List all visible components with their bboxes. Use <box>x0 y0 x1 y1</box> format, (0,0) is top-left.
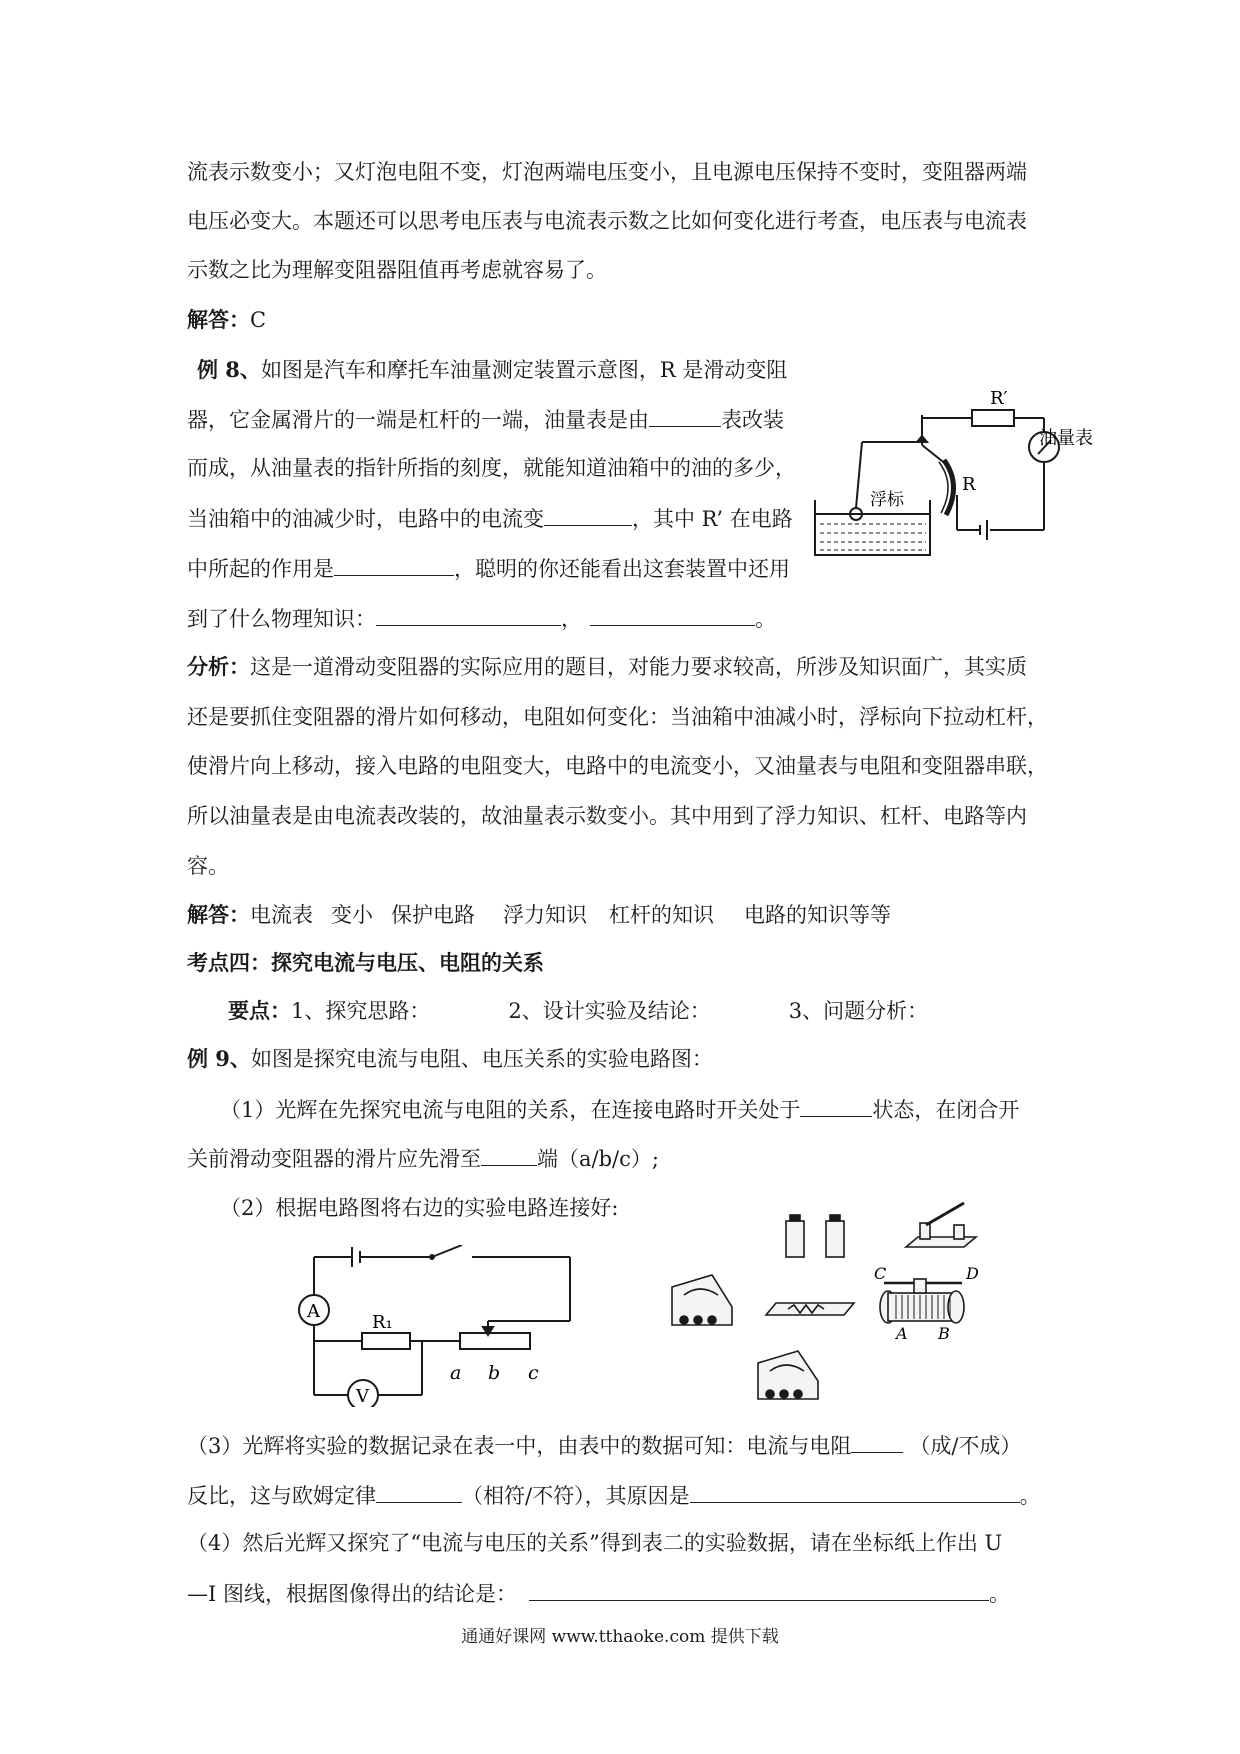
key-points <box>228 996 928 1026</box>
blank-input[interactable] <box>851 1430 903 1453</box>
answer-item: 杠杆的知识 <box>609 903 714 927</box>
question-3-text-c: 反比，这与欧姆定律 <box>187 1484 376 1508</box>
question-3-text-b: （成/不成） <box>909 1434 1022 1458</box>
blank-input[interactable] <box>690 1480 1020 1503</box>
answer-item: 电流表 <box>250 903 313 927</box>
blank-input[interactable] <box>376 603 561 626</box>
question-3-line-2 <box>187 1480 1041 1511</box>
key-point-1: 1、探究思路： <box>291 999 431 1023</box>
fig-label-float: 浮标 <box>870 490 904 510</box>
question-4-text-c: 。 <box>988 1582 1010 1606</box>
knife-switch-icon <box>906 1237 976 1247</box>
blank-input[interactable] <box>481 1143 537 1166</box>
question-4-text-b: —I 图线，根据图像得出的结论是： <box>187 1582 517 1606</box>
example-8-text-5b: ，聪明的你还能看出这套装置中还用 <box>454 557 790 581</box>
example-8-text-6b: ， <box>561 607 582 631</box>
example-8-line-2 <box>187 404 784 435</box>
resistor-r1 <box>362 1333 410 1349</box>
analysis-8-line-3: 使滑片向上移动，接入电路的电阻变大，电路中的电流变小，又油量表与电阻和变阻器串联， <box>187 754 1048 778</box>
example-8-line-5 <box>187 553 790 584</box>
question-4-line-2 <box>187 1578 1010 1609</box>
analysis-8-line-4: 所以油量表是由电流表改装的，故油量表示数变小。其中用到了浮力知识、杠杆、电路等内 <box>187 804 1027 828</box>
rheostat-label-c: C <box>874 1264 887 1283</box>
question-1-line-2 <box>187 1143 659 1174</box>
fig-label-meter: 油量表 <box>1039 428 1093 449</box>
section-title: 考点四：探究电流与电压、电阻的关系 <box>187 950 544 975</box>
example-8-text-2a: 器，它金属滑片的一端是杠杆的一端，油量表是由 <box>187 408 649 432</box>
example-8-text-5a: 中所起的作用是 <box>187 557 334 581</box>
blank-input[interactable] <box>590 603 755 626</box>
switch-icon <box>432 1245 462 1257</box>
blank-input[interactable] <box>334 553 454 576</box>
analysis-8-text-1: 这是一道滑动变阻器的实际应用的题目，对能力要求较高，所涉及知识面广，其实质 <box>250 655 1027 679</box>
blank-input[interactable] <box>376 1480 462 1503</box>
blank-input[interactable] <box>544 503 632 526</box>
question-1-text-c: 关前滑动变阻器的滑片应先滑至 <box>187 1147 481 1171</box>
fig-label-rprime: R′ <box>990 390 1008 409</box>
example-9-text: 如图是探究电流与电阻、电压关系的实验电路图： <box>250 1047 713 1071</box>
question-1-text-b: 状态，在闭合开 <box>872 1098 1020 1122</box>
answer-item: 保护电路 <box>391 903 475 927</box>
example-8-line-3: 而成，从油量表的指针所指的刻度，就能知道油箱中的油的多少， <box>187 456 796 480</box>
example-8-line-4 <box>187 503 793 534</box>
ammeter-label: A <box>307 1301 320 1322</box>
key-point-2: 2、设计实验及结论： <box>508 999 711 1023</box>
example-8-text-4a: 当油箱中的油减少时，电路中的电流变 <box>187 507 544 531</box>
question-4-line-1: （4）然后光辉又探究了“电流与电压的关系”得到表二的实验数据，请在坐标纸上作出 U <box>187 1531 1003 1555</box>
example-8-line-6 <box>187 603 776 634</box>
key-point-3: 3、问题分析： <box>788 999 929 1023</box>
rheostat-label-a: A <box>896 1324 908 1343</box>
question-3-text-e: 。 <box>1019 1484 1041 1508</box>
rprime-resistor <box>972 410 1014 426</box>
page-footer: 通通好课网 www.tthaoke.com 提供下载 <box>461 1627 779 1647</box>
battery-cell-icon <box>786 1221 804 1257</box>
example-8-text-6a: 到了什么物理知识： <box>187 607 376 631</box>
answer-item: 浮力知识 <box>503 903 587 927</box>
answer-8 <box>187 900 891 930</box>
apparatus-diagram <box>658 1195 998 1405</box>
example-8-line-1 <box>197 355 787 385</box>
rheostat <box>460 1333 530 1349</box>
analysis-8-line-1 <box>187 652 1027 682</box>
example-number: 例 8、 <box>197 357 261 382</box>
analysis-label: 分析： <box>187 654 250 679</box>
intro-line-3: 示数之比为理解变阻器阻值再考虑就容易了。 <box>187 258 607 282</box>
answer-value: C <box>250 308 267 332</box>
answer-label: 解答： <box>187 902 250 927</box>
terminal-c-label: c <box>528 1362 539 1384</box>
terminal-a-label: a <box>450 1362 462 1384</box>
example-8-text-2b: 表改装 <box>721 408 784 432</box>
battery-cell-icon <box>826 1221 844 1257</box>
question-3-text-a: （3）光辉将实验的数据记录在表一中，由表中的数据可知：电流与电阻 <box>187 1434 852 1458</box>
question-3-text-d: （相符/不符），其原因是 <box>462 1484 690 1508</box>
question-3-line-1 <box>187 1430 1021 1461</box>
blank-input[interactable] <box>800 1094 872 1117</box>
question-1-text-d: 端（a/b/c）; <box>537 1147 659 1171</box>
example-9-intro <box>187 1044 713 1074</box>
circuit-diagram <box>292 1245 592 1407</box>
answer-item: 电路的知识等等 <box>744 903 891 927</box>
terminal-b-label: b <box>488 1362 501 1384</box>
fig-label-r: R <box>962 474 976 495</box>
question-1-line-1 <box>220 1094 1019 1125</box>
analysis-8-line-2: 还是要抓住变阻器的滑片如何移动，电阻如何变化：当油箱中油减小时，浮标向下拉动杠杆， <box>187 705 1048 729</box>
example-8-text-6c: 。 <box>755 607 776 631</box>
blank-input[interactable] <box>529 1578 989 1601</box>
r1-label: R₁ <box>372 1312 393 1333</box>
rheostat-label-d: D <box>966 1264 979 1283</box>
example-number: 例 9、 <box>187 1046 251 1071</box>
intro-line-2: 电压必变大。本题还可以思考电压表与电流表示数之比如何变化进行考查，电压表与电流表 <box>187 209 1027 233</box>
key-points-label: 要点： <box>228 998 291 1023</box>
rheostat-label-b: B <box>938 1324 950 1343</box>
analysis-8-line-5: 容。 <box>187 854 229 878</box>
intro-line-1: 流表示数变小；又灯泡电阻不变，灯泡两端电压变小，且电源电压保持不变时，变阻器两端 <box>187 160 1027 184</box>
question-2: （2）根据电路图将右边的实验电路连接好: <box>220 1196 619 1220</box>
question-1-text-a: （1）光辉在先探究电流与电阻的关系，在连接电路时开关处于 <box>220 1098 801 1122</box>
blank-input[interactable] <box>649 404 721 427</box>
example-8-text-1: 如图是汽车和摩托车油量测定装置示意图，R 是滑动变阻 <box>260 358 788 382</box>
fuel-gauge-diagram <box>812 390 1102 560</box>
answer-item: 变小 <box>331 903 373 927</box>
answer-label: 解答： <box>187 307 250 332</box>
voltmeter-label: V <box>356 1386 369 1407</box>
example-8-text-4b: ，其中 R’ 在电路 <box>632 507 793 531</box>
answer-7 <box>187 305 266 335</box>
